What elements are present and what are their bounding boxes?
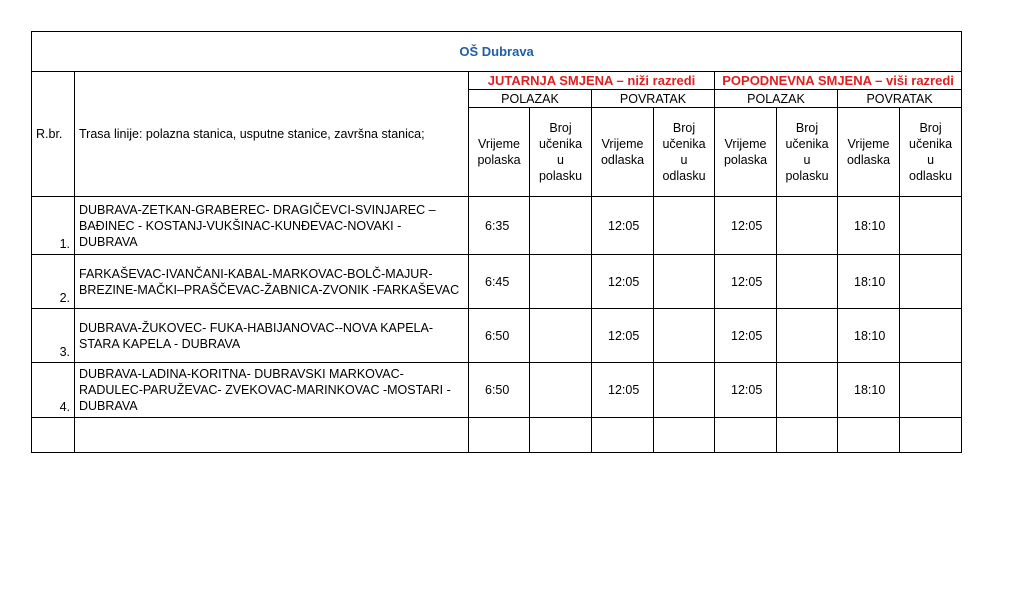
empty-cell	[469, 418, 530, 453]
route-cell: FARKAŠEVAC-IVANČANI-KABAL-MARKOVAC-BOLČ-MAJUR- BREZINE-MAČKI–PRAŠČEVAC-ŽABNICA-ZVONIK -FARKAŠEVAC	[75, 255, 469, 309]
empty-cell	[777, 418, 838, 453]
afternoon-return-time: 18:10	[838, 363, 900, 418]
col-broj-polasku: Broj učenika u polasku	[777, 108, 838, 197]
route-cell: DUBRAVA-ŽUKOVEC- FUKA-HABIJANOVAC--NOVA KAPELA- STARA KAPELA - DUBRAVA	[75, 309, 469, 363]
table-row	[32, 197, 962, 255]
row-number: 2.	[32, 255, 75, 309]
afternoon-departure-time: 12:05	[715, 363, 777, 418]
afternoon-povratak-header: POVRATAK	[838, 90, 962, 108]
table-title: OŠ Dubrava	[32, 32, 962, 72]
morning-return-time: 12:05	[592, 309, 654, 363]
afternoon-pupils-departure	[777, 363, 838, 418]
route-cell: DUBRAVA-ZETKAN-GRABEREC- DRAGIČEVCI-SVINJAREC – BAĐINEC - KOSTANJ-VUKŠINAC-KUNĐEVAC-NOVAKI - DUBRAVA	[75, 197, 469, 255]
morning-return-time: 12:05	[592, 363, 654, 418]
schedule-table	[31, 31, 962, 453]
col-vrijeme-odlaska: Vrijeme odlaska	[838, 108, 900, 197]
morning-pupils-departure	[530, 255, 592, 309]
morning-polazak-header: POLAZAK	[469, 90, 592, 108]
afternoon-pupils-return	[900, 197, 962, 255]
col-vrijeme-polaska: Vrijeme polaska	[469, 108, 530, 197]
afternoon-pupils-return	[900, 363, 962, 418]
col-vrijeme-polaska: Vrijeme polaska	[715, 108, 777, 197]
row-number: 3.	[32, 309, 75, 363]
morning-departure-time: 6:50	[469, 363, 530, 418]
col-vrijeme-odlaska: Vrijeme odlaska	[592, 108, 654, 197]
afternoon-return-time: 18:10	[838, 197, 900, 255]
morning-pupils-departure	[530, 363, 592, 418]
morning-pupils-return	[654, 309, 715, 363]
morning-povratak-header: POVRATAK	[592, 90, 715, 108]
empty-cell	[75, 418, 469, 453]
table-row	[32, 309, 962, 363]
afternoon-pupils-return	[900, 255, 962, 309]
empty-cell	[715, 418, 777, 453]
morning-pupils-departure	[530, 197, 592, 255]
col-broj-polasku: Broj učenika u polasku	[530, 108, 592, 197]
empty-cell	[838, 418, 900, 453]
table-row	[32, 363, 962, 418]
afternoon-pupils-departure	[777, 197, 838, 255]
afternoon-departure-time: 12:05	[715, 197, 777, 255]
empty-table-row	[32, 418, 962, 453]
empty-cell	[900, 418, 962, 453]
row-number: 1.	[32, 197, 75, 255]
route-cell: DUBRAVA-LADINA-KORITNA- DUBRAVSKI MARKOVAC- RADULEC-PARUŽEVAC- ZVEKOVAC-MARINKOVAC -MOSTARI - DUBRAVA	[75, 363, 469, 418]
morning-pupils-return	[654, 363, 715, 418]
afternoon-departure-time: 12:05	[715, 309, 777, 363]
afternoon-pupils-departure	[777, 309, 838, 363]
afternoon-pupils-return	[900, 309, 962, 363]
morning-return-time: 12:05	[592, 197, 654, 255]
afternoon-return-time: 18:10	[838, 309, 900, 363]
row-number: 4.	[32, 363, 75, 418]
afternoon-return-time: 18:10	[838, 255, 900, 309]
afternoon-pupils-departure	[777, 255, 838, 309]
empty-cell	[592, 418, 654, 453]
table-row	[32, 255, 962, 309]
morning-pupils-departure	[530, 309, 592, 363]
afternoon-departure-time: 12:05	[715, 255, 777, 309]
morning-departure-time: 6:45	[469, 255, 530, 309]
empty-cell	[654, 418, 715, 453]
rbr-header: R.br.	[32, 72, 75, 197]
morning-shift-header: JUTARNJA SMJENA – niži razredi	[469, 72, 715, 90]
empty-cell	[32, 418, 75, 453]
empty-cell	[530, 418, 592, 453]
route-header: Trasa linije: polazna stanica, usputne stanice, završna stanica;	[75, 72, 469, 197]
morning-departure-time: 6:35	[469, 197, 530, 255]
col-broj-odlasku: Broj učenika u odlasku	[900, 108, 962, 197]
col-broj-odlasku: Broj učenika u odlasku	[654, 108, 715, 197]
afternoon-polazak-header: POLAZAK	[715, 90, 838, 108]
morning-pupils-return	[654, 197, 715, 255]
morning-return-time: 12:05	[592, 255, 654, 309]
morning-departure-time: 6:50	[469, 309, 530, 363]
afternoon-shift-header: POPODNEVNA SMJENA – viši razredi	[715, 72, 962, 90]
morning-pupils-return	[654, 255, 715, 309]
